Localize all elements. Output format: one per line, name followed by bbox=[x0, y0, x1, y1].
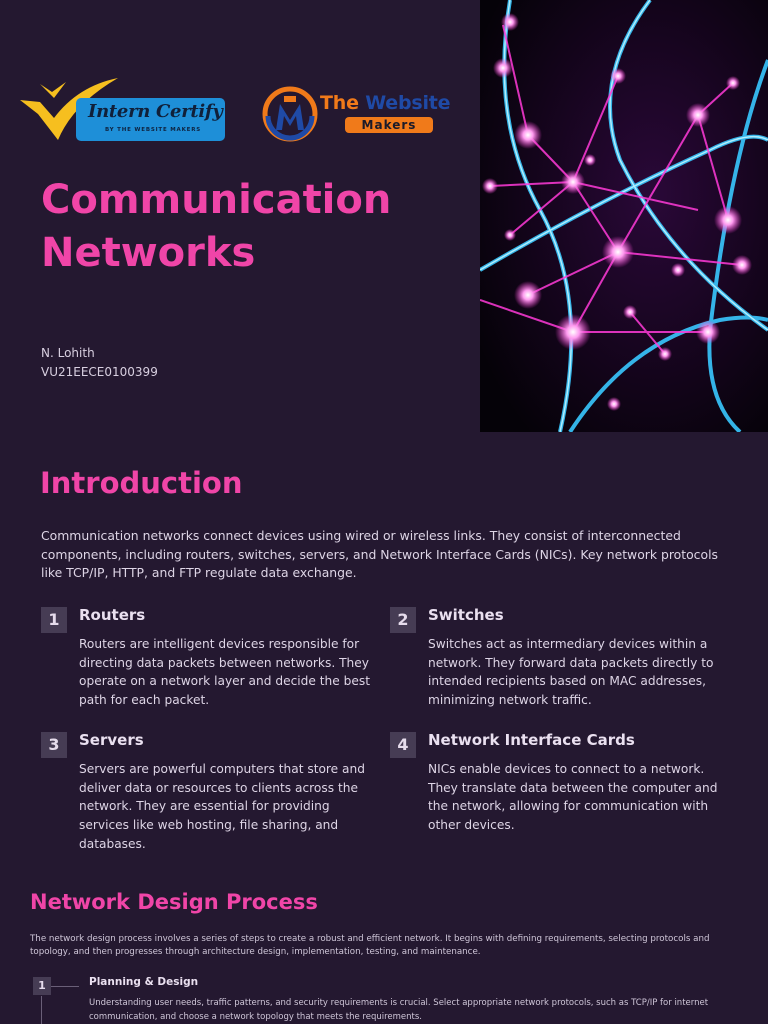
card-number-badge: 4 bbox=[390, 732, 416, 758]
card-number-badge: 3 bbox=[41, 732, 67, 758]
card-text: Servers are powerful computers that store and deliver data or resources to clients across the network. They are essential for providing services like web hosting, file sharing, and databases. bbox=[79, 762, 365, 851]
card-text: Switches act as intermediary devices within a network. They forward data packets directly to intended recipients based on MAC addresses, minimizing network traffic. bbox=[428, 637, 714, 708]
website-makers-emblem-icon bbox=[262, 86, 318, 142]
card-title: Network Interface Cards bbox=[428, 731, 635, 749]
design-process-text: The network design process involves a series of steps to create a robust and efficient network. It begins with defining requirements, selecting protocols and topology, and then progresses through architecture design, implementation, testing, and maintenance. bbox=[30, 934, 710, 957]
network-lights-image bbox=[480, 0, 768, 432]
website-makers-title-part2: Website bbox=[365, 92, 451, 114]
card-number-badge: 2 bbox=[390, 607, 416, 633]
card-text: Routers are intelligent devices responsible for directing data packets between networks. They operate on a network layer and decide the best path for each packet. bbox=[79, 637, 371, 708]
step-title: Planning & Design bbox=[89, 976, 199, 988]
introduction-text: Communication networks connect devices using wired or wireless links. They consist of interconnected components, including routers, switches, servers, and Network Interface Cards (NICs). Key network protocols like TCP/IP, HTTP, and FTP regulate data exchange. bbox=[41, 528, 718, 581]
step-text: Understanding user needs, traffic patterns, and security requirements is crucial. Select appropriate network protocols, such as TCP/IP for internet communication, and choose a network topology that meets the requirements. bbox=[89, 998, 709, 1022]
page-title: Communication Networks bbox=[41, 177, 392, 276]
website-makers-title-part1: The bbox=[320, 92, 359, 114]
author-id: VU21EECE0100399 bbox=[41, 365, 158, 379]
intern-certify-logo-subtitle: BY THE WEBSITE MAKERS bbox=[104, 127, 201, 133]
website-makers-logo-title bbox=[320, 92, 450, 114]
card-title: Switches bbox=[428, 606, 504, 624]
timeline-line bbox=[41, 996, 42, 1024]
timeline-connector bbox=[51, 986, 79, 987]
intern-certify-logo-title: Intern Certify bbox=[88, 101, 223, 122]
author-block bbox=[41, 344, 158, 382]
card-number-badge: 1 bbox=[41, 607, 67, 633]
card-title: Routers bbox=[79, 606, 146, 624]
author-name: N. Lohith bbox=[41, 346, 95, 360]
card-text: NICs enable devices to connect to a network. They translate data between the computer and the network, allowing for communication with other devices. bbox=[428, 762, 718, 833]
card-title: Servers bbox=[79, 731, 144, 749]
design-process-heading: Network Design Process bbox=[30, 890, 318, 914]
step-number-badge: 1 bbox=[33, 977, 51, 995]
introduction-heading: Introduction bbox=[40, 466, 243, 500]
website-makers-logo-subtitle: Makers bbox=[345, 117, 433, 133]
